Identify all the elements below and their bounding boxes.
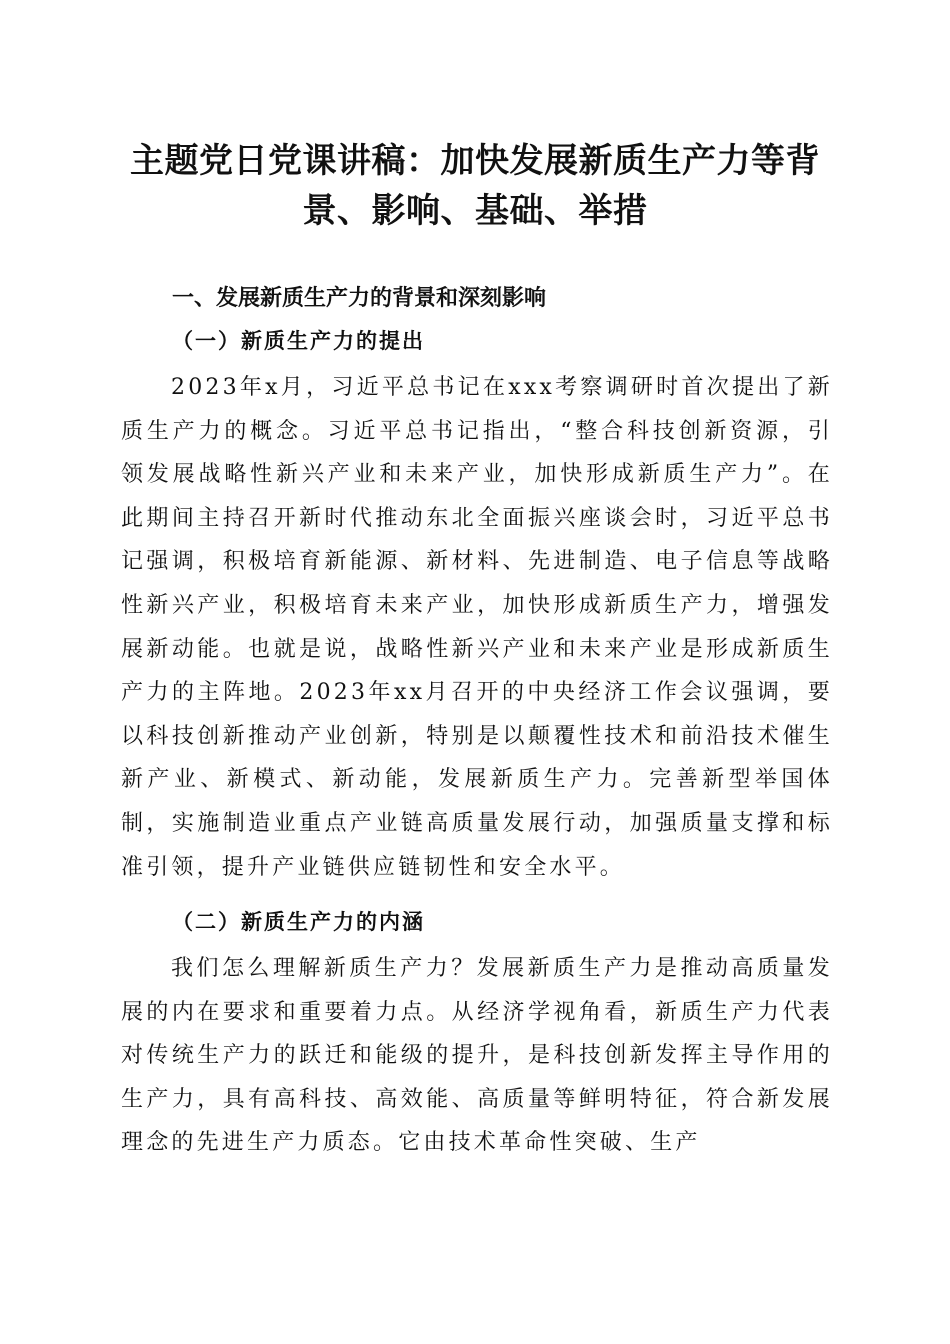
body-paragraph: 2023年x月，习近平总书记在xxx考察调研时首次提出了新质生产力的概念。习近平总书记指出，“整合科技创新资源，引领发展战略性新兴产业和未来产业，加快形成新质生产力”。在此期间主持召开新时代推动东北全面振兴座谈会时，习近平总书记强调，积极培育新能源、新材料、先进制造、电子信息等战略性新兴产业，积极培育未来产业，加快形成新质生产力，增强发展新动能。也就是说，战略性新兴产业和未来产业是形成新质生产力的主阵地。2023年xx月召开的中央经济工作会议强调，要以科技创新推动产业创新，特别是以颠覆性技术和前沿技术催生新产业、新模式、新动能，发展新质生产力。完善新型举国体制，实施制造业重点产业链高质量发展行动，加强质量支撑和标准引领，提升产业链供应链韧性和安全水平。 [121,375,833,880]
section-heading: 一、发展新质生产力的背景和深刻影响 [172,286,547,311]
subsection-heading: （一）新质生产力的提出 [172,329,425,353]
subsection-heading: （二）新质生产力的内涵 [172,910,425,934]
document-title: 主题党日党课讲稿：加快发展新质生产力等背景、影响、基础、举措 [130,141,820,231]
body-paragraph: 我们怎么理解新质生产力？发展新质生产力是推动高质量发展的内在要求和重要着力点。从经济学视角看，新质生产力代表对传统生产力的跃迁和能级的提升，是科技创新发挥主导作用的生产力，具有高科技、高效能、高质量等鲜明特征，符合新发展理念的先进生产力质态。它由技术革命性突破、生产 [121,956,833,1156]
